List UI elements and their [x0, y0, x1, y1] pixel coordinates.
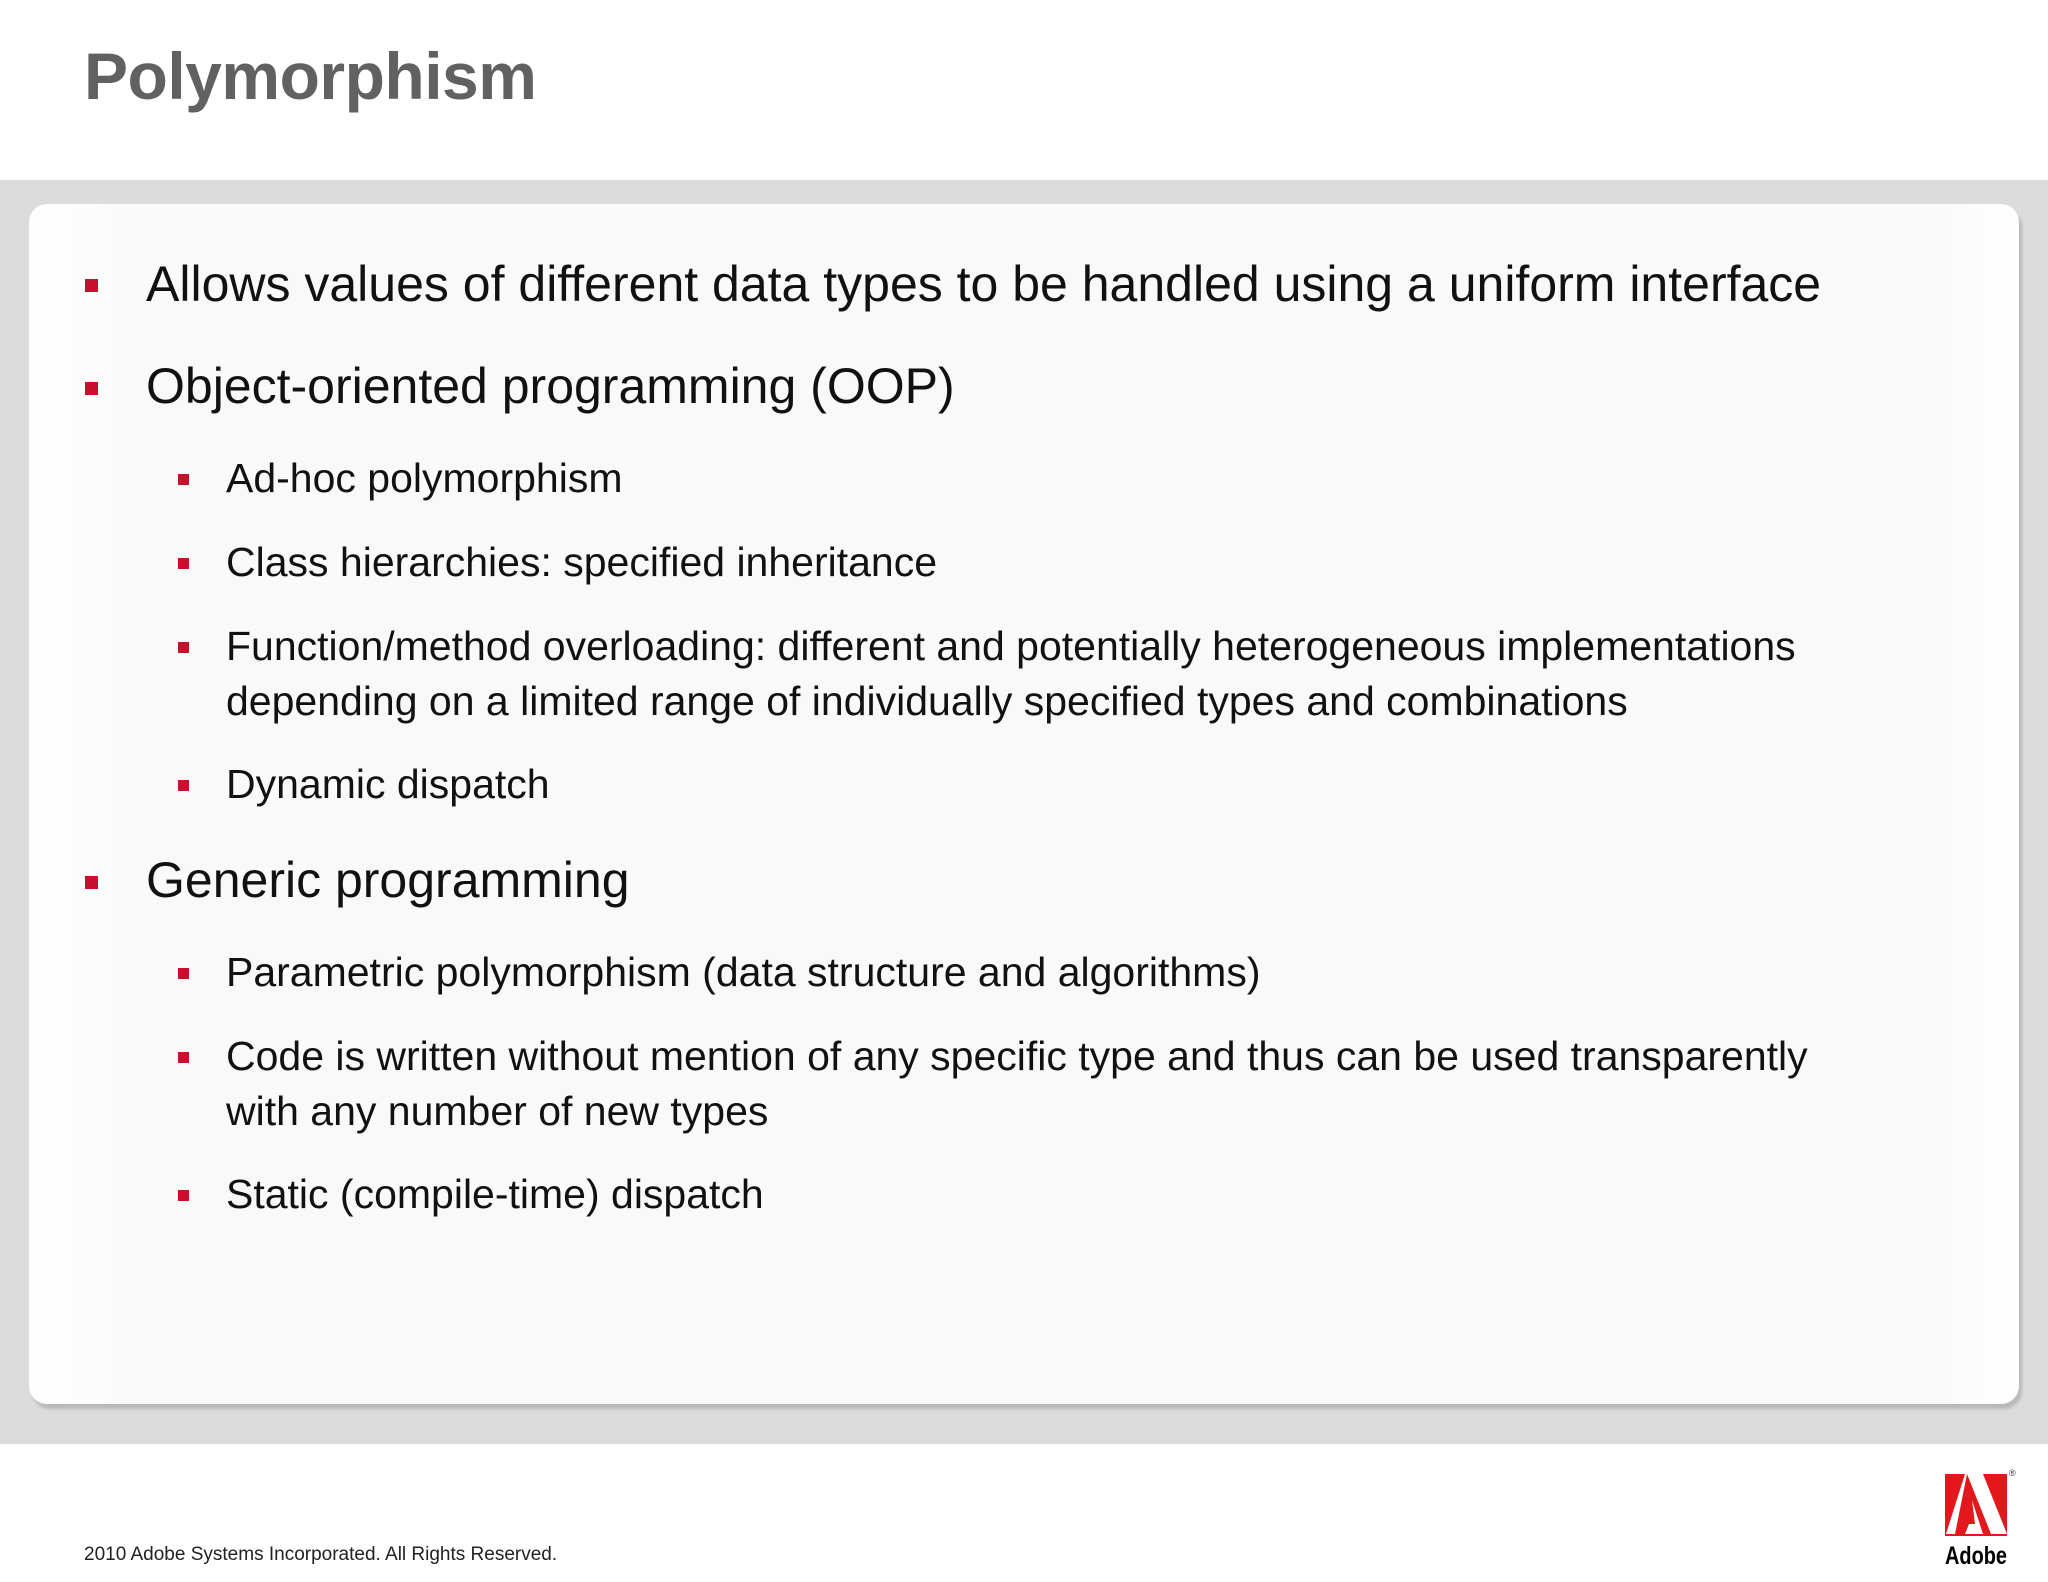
bullet-generic-programming: Generic programming: [146, 852, 630, 908]
sub-bullet-overloading: Function/method overloading: different and potentially heterogeneous implementations: [226, 623, 1796, 669]
sub-bullet-marker: [178, 558, 189, 569]
slide-title: Polymorphism: [84, 39, 537, 113]
registered-mark: ®: [2009, 1468, 2016, 1478]
sub-bullet-overloading-continued: depending on a limited range of individually specified types and combinations: [226, 678, 1628, 724]
sub-bullet-marker: [178, 1190, 189, 1201]
bullet-oop: Object-oriented programming (OOP): [146, 358, 955, 414]
copyright-notice: 2010 Adobe Systems Incorporated. All Rights Reserved.: [84, 1544, 558, 1565]
sub-bullet-dynamic-dispatch: Dynamic dispatch: [226, 761, 550, 807]
sub-bullet-parametric: Parametric polymorphism (data structure and algorithms): [226, 949, 1261, 995]
sub-bullet-marker: [178, 968, 189, 979]
sub-bullet-ad-hoc: Ad-hoc polymorphism: [226, 455, 623, 501]
sub-bullet-code-written: Code is written without mention of any specific type and thus can be used transparently: [226, 1033, 1808, 1079]
bullet-marker: [85, 279, 98, 292]
sub-bullet-marker: [178, 780, 189, 791]
adobe-logo-icon: [1945, 1466, 2017, 1568]
adobe-wordmark: Adobe: [1945, 1542, 2008, 1568]
sub-bullet-marker: [178, 1052, 189, 1063]
bullet-uniform-interface: Allows values of different data types to be handled using a uniform interface: [146, 256, 1822, 312]
bullet-marker: [85, 876, 98, 889]
sub-bullet-marker: [178, 474, 189, 485]
bullet-marker: [85, 382, 98, 395]
sub-bullet-code-written-continued: with any number of new types: [226, 1088, 769, 1134]
sub-bullet-static-dispatch: Static (compile-time) dispatch: [226, 1171, 764, 1217]
sub-bullet-class-hierarchies: Class hierarchies: specified inheritance: [226, 539, 938, 585]
sub-bullet-marker: [178, 642, 189, 653]
